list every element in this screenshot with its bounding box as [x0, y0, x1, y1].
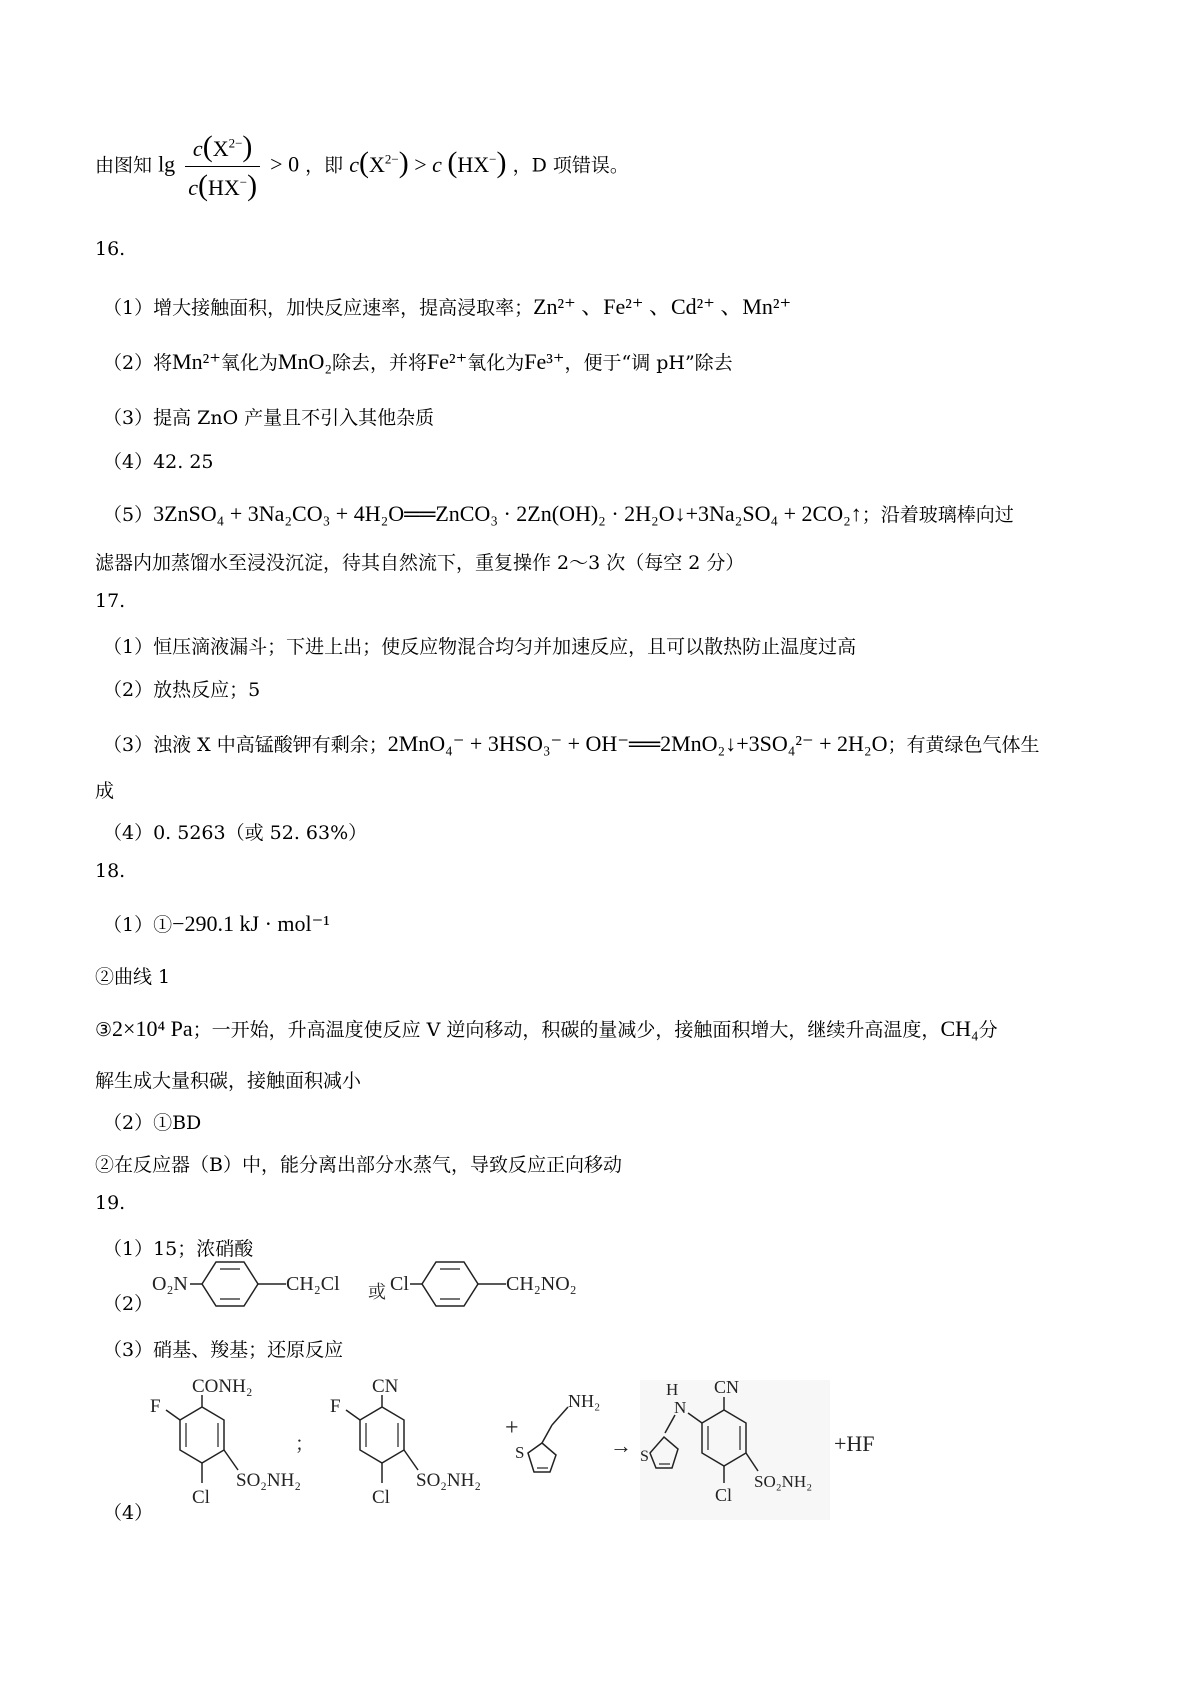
- product-chloro: Cl: [715, 1485, 733, 1505]
- s2-left-group: Cl: [390, 1273, 409, 1295]
- q16-answer-2: [103, 348, 733, 375]
- q16-answer-5: [103, 500, 1014, 527]
- reaction-arrow: →: [610, 1433, 632, 1458]
- q16-answer-5-line2: 滤器内加蒸馏水至浸没沉淀，待其自然流下，重复操作 2～3 次（每空 2 分）: [95, 552, 745, 574]
- q17-answer-2: （2）放热反应；5: [103, 679, 261, 701]
- intro-line: 由图知 lg $\frac{c(X^{2-})}{c(HX^-)}$ > 0 ，即 $c(X^{2-}) > c$ (HX−) ，D 项错误。: [95, 130, 629, 202]
- q16-a2-p4: 氧化为: [467, 352, 525, 374]
- s1-right-group: CH₂Cl: [286, 1273, 340, 1295]
- q18-a1-label: （1）①: [103, 914, 173, 936]
- den-species: HX: [208, 175, 240, 200]
- product-h: H: [666, 1380, 679, 1399]
- num-charge: 2−: [228, 135, 243, 151]
- num-species: X: [212, 136, 229, 161]
- q17-answer-4: （4）0. 5263（或 52. 63%）: [103, 822, 368, 844]
- concentration-ratio: $\frac{c(X^{2-})}{c(HX^-)}$: [185, 130, 260, 203]
- q18-answer-1-2: ②曲线 1: [95, 966, 171, 988]
- s2-nitrile: CN: [372, 1376, 399, 1397]
- s2-sulfonamide: SO₂NH₂: [416, 1470, 481, 1491]
- lg-symbol: lg: [158, 151, 176, 177]
- q16-a2-p3: 除去，并将: [332, 352, 428, 374]
- ineq-right-charge: −: [489, 151, 497, 167]
- q16-a2-p1: （2）将: [103, 352, 173, 374]
- ineq-gt: >: [414, 151, 427, 177]
- plus-sign: +: [505, 1415, 519, 1441]
- q18-a13-label: ③: [95, 1019, 113, 1041]
- intro-suffix: ，D 项错误。: [512, 154, 629, 177]
- q16-a2-p2: 氧化为: [220, 352, 278, 374]
- q18-a1-value: −290.1 kJ · mol⁻¹: [172, 911, 330, 936]
- ineq-left-charge: 2−: [384, 151, 399, 167]
- q18-answer-2-2: ②在反应器（B）中，能分离出部分水蒸气，导致反应正向移动: [95, 1154, 622, 1176]
- structure-1: [150, 1376, 301, 1508]
- q17-answer-1: （1）恒压滴液漏斗；下进上出；使反应物混合均匀并加速反应，且可以散热防止温度过高: [103, 636, 857, 658]
- ineq-left-species: X: [368, 151, 385, 177]
- product-sulfur: S: [640, 1448, 649, 1465]
- q16-a5-label: （5）: [103, 504, 154, 526]
- q17-a3-tail: ；有黄绿色气体生: [887, 734, 1040, 756]
- q19-answer-4-label: （4）: [103, 1502, 154, 1524]
- s2-chloro: Cl: [372, 1487, 390, 1508]
- q18-answer-1-3-line2: 解生成大量积碳，接触面积减小: [95, 1070, 362, 1092]
- q16-a5-equation: 3ZnSO₄ + 3Na₂CO₃ + 4H₂O══ZnCO₃ · 2Zn(OH)₂ · 2H₂O↓+3Na₂SO₄ + 2CO₂↑: [153, 501, 862, 526]
- s1-left-group: O₂N: [152, 1273, 188, 1295]
- q16-answer-4: （4）42. 25: [103, 451, 214, 473]
- s1-fluoro: F: [150, 1396, 161, 1417]
- q16-a1-ions: Zn²⁺ 、Fe²⁺ 、Cd²⁺ 、Mn²⁺: [533, 294, 792, 319]
- amine-sulfur: S: [515, 1443, 525, 1462]
- q17-answer-3: [103, 730, 1040, 757]
- q18-number: 18.: [95, 860, 126, 882]
- product-structure: [640, 1377, 830, 1520]
- q18-a13-ch4: CH₄: [940, 1016, 979, 1041]
- s2-fluoro: F: [330, 1396, 341, 1417]
- num-c: c: [192, 136, 203, 161]
- q16-a2-fe3: Fe³⁺: [524, 349, 565, 374]
- amine-nh2: NH₂: [568, 1391, 601, 1411]
- q19-structures-4: [140, 1375, 880, 1525]
- q16-answer-3: （3）提高 ZnO 产量且不引入其他杂质: [103, 407, 435, 429]
- q17-answer-3-line2: 成: [95, 780, 115, 802]
- den-charge: −: [239, 174, 248, 190]
- or-label: 或: [368, 1282, 386, 1302]
- ineq-right-c: c: [432, 151, 442, 177]
- separator-semicolon: ；: [295, 1434, 315, 1455]
- q16-a2-fe2: Fe²⁺: [427, 349, 468, 374]
- q16-number: 16.: [95, 238, 126, 260]
- q18-a13-tail: 分: [978, 1019, 998, 1041]
- q19-answer-1: （1）15；浓硝酸: [103, 1238, 254, 1260]
- s1-chloro: Cl: [192, 1487, 210, 1508]
- q18-answer-2-1: （2）①BD: [103, 1112, 202, 1134]
- ineq-right-species: HX: [457, 151, 490, 177]
- q16-a2-mno2: MnO₂: [277, 349, 333, 374]
- s1-sulfonamide: SO₂NH₂: [236, 1470, 301, 1491]
- q16-answer-1: [103, 290, 791, 321]
- q16-a2-mn2: Mn²⁺: [172, 349, 221, 374]
- q19-number: 19.: [95, 1192, 126, 1214]
- q16-a1-text: （1）增大接触面积，加快反应速率，提高浸取率；: [103, 297, 534, 319]
- q18-answer-1-1: [103, 910, 330, 937]
- q18-a13-value: 2×10⁴ Pa: [112, 1016, 193, 1041]
- q17-a3-text: （3）浊液 X 中高锰酸钾有剩余；: [103, 734, 388, 756]
- q18-answer-1-3: [95, 1015, 998, 1042]
- s2-right-group: CH₂NO₂: [506, 1273, 577, 1295]
- q16-a2-p5: ，便于“调 pH”除去: [564, 352, 733, 374]
- thiophene-amine: [515, 1391, 600, 1472]
- gt-zero: > 0: [270, 151, 300, 177]
- ineq-left-c: c: [349, 151, 359, 177]
- q19-answer-3: （3）硝基、羧基；还原反应: [103, 1339, 344, 1361]
- den-c: c: [188, 175, 198, 200]
- product-n: N: [674, 1398, 687, 1417]
- product-nitrile: CN: [714, 1377, 740, 1397]
- q19-structures-2: [140, 1255, 610, 1310]
- intro-comma: ，即: [305, 154, 344, 177]
- q17-a3-equation: 2MnO₄⁻ + 3HSO₃⁻ + OH⁻══2MnO₂↓+3SO₄²⁻ + 2H₂O: [387, 731, 888, 756]
- q19-answer-2-label: （2）: [103, 1293, 154, 1315]
- structure-2: [330, 1376, 481, 1508]
- intro-prefix: 由图知: [95, 154, 153, 177]
- q18-a13-text: ；一开始，升高温度使反应 V 逆向移动，积碳的量减少，接触面积增大，继续升高温度，: [192, 1019, 941, 1041]
- byproduct-hf: +HF: [834, 1431, 875, 1456]
- s1-amide: CONH₂: [192, 1376, 253, 1397]
- q16-a5-tail: ；沿着玻璃棒向过: [861, 504, 1014, 526]
- q17-number: 17.: [95, 590, 126, 612]
- product-sulfonamide: SO₂NH₂: [754, 1472, 813, 1491]
